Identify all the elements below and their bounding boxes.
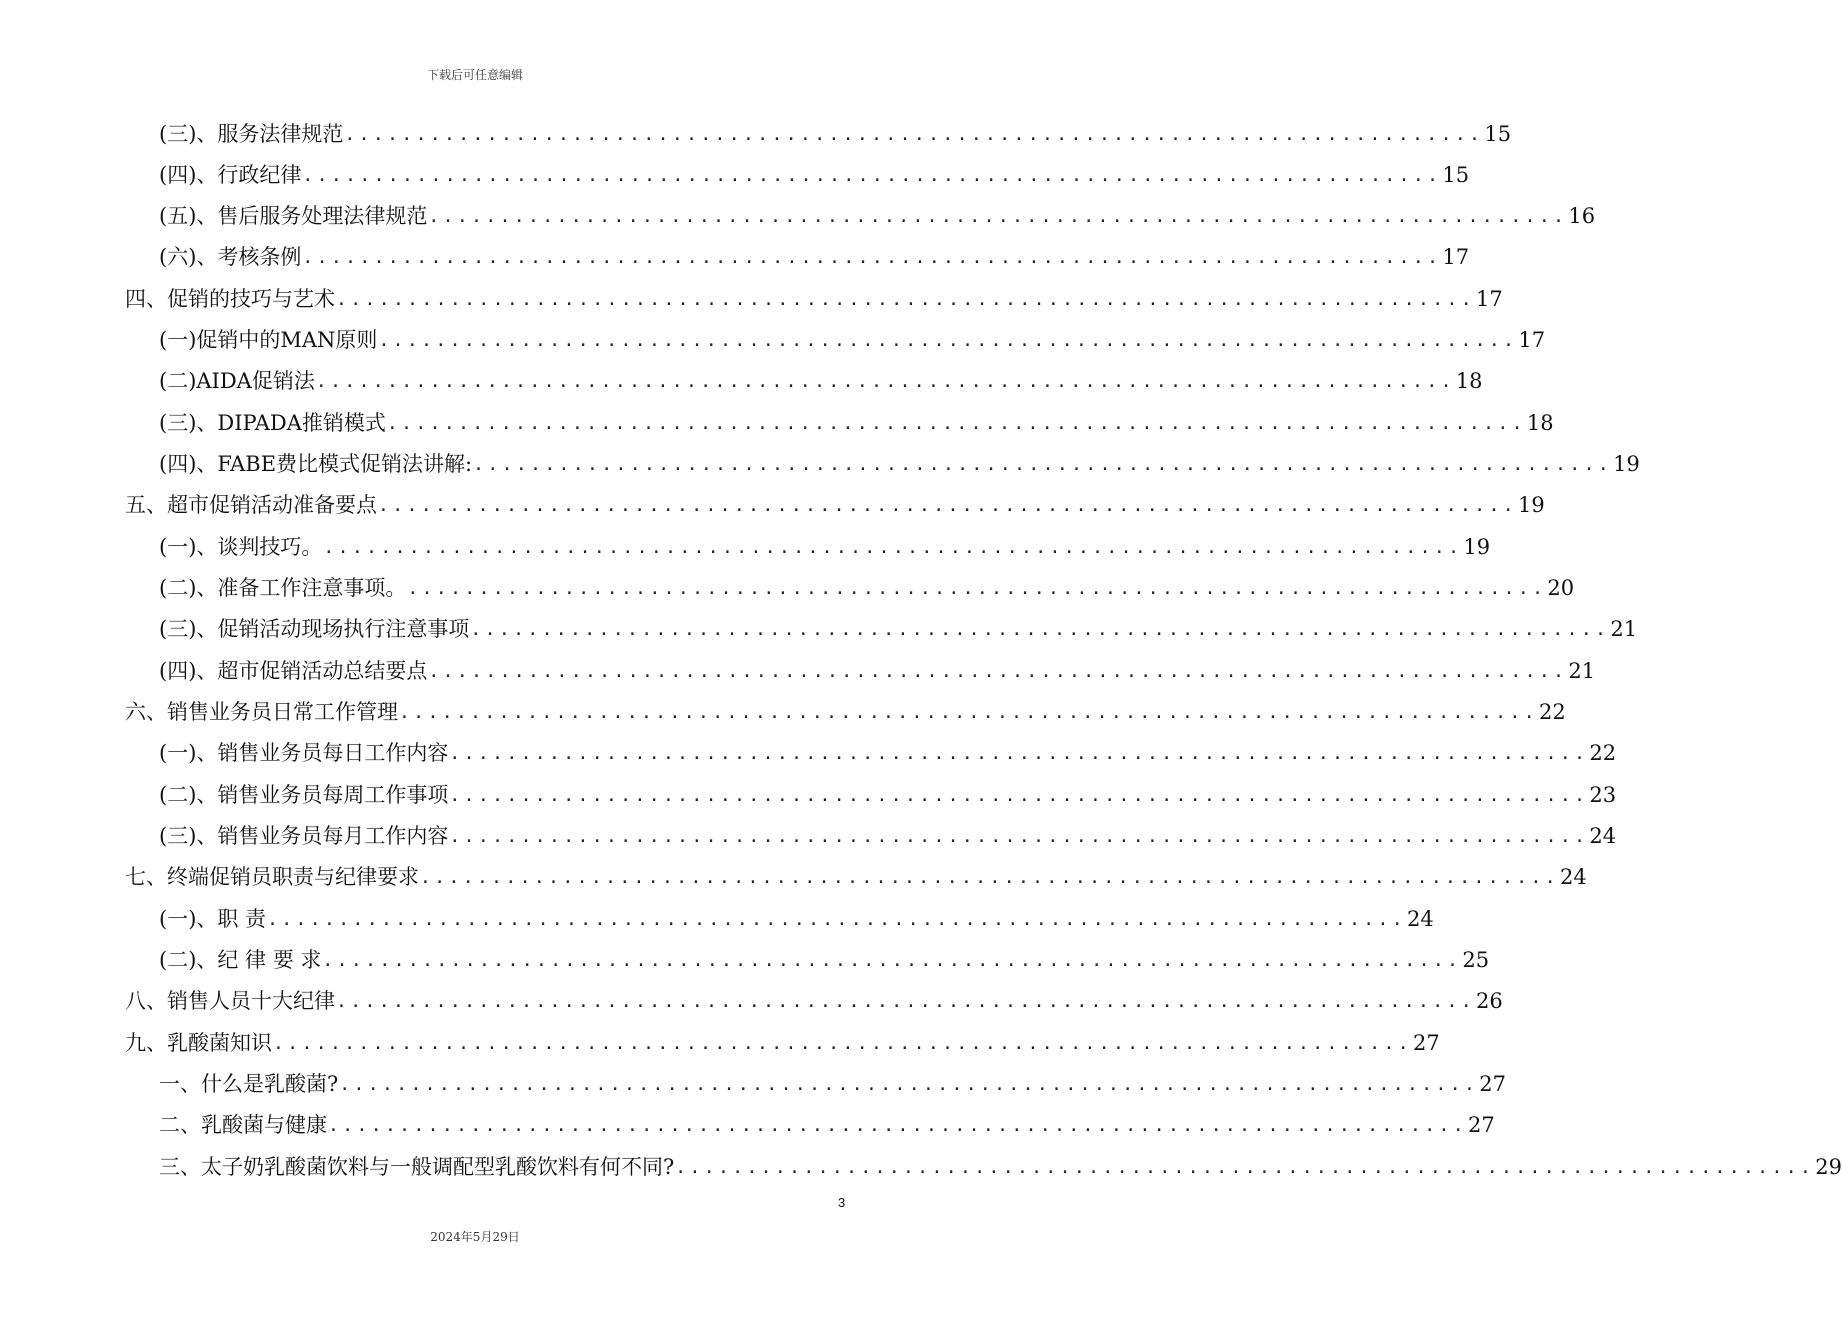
toc-leader-dots: ................................................................................ <box>449 785 1589 806</box>
toc-entry[interactable] <box>159 1064 1506 1105</box>
toc-entry-title: 一、什么是乳酸菌? <box>159 1072 339 1096</box>
toc-entry-page: 15 <box>1442 163 1470 187</box>
toc-leader-dots: ................................................................................ <box>428 206 1568 227</box>
toc-entry[interactable] <box>159 1105 1495 1146</box>
toc-leader-dots: ................................................................................ <box>323 537 1463 558</box>
toc-entry[interactable] <box>125 279 1503 320</box>
toc-leader-dots: ................................................................................ <box>449 826 1589 847</box>
toc-entry[interactable] <box>159 609 1638 650</box>
toc-entry-title: 五、超市促销活动准备要点 <box>125 493 377 517</box>
toc-entry[interactable] <box>159 899 1434 940</box>
toc-entry[interactable] <box>159 444 1640 485</box>
toc-leader-dots: ................................................................................ <box>420 867 1559 888</box>
toc-leader-dots: ................................................................................ <box>399 702 1538 723</box>
toc-leader-dots: ................................................................................ <box>328 1115 1467 1136</box>
toc-entry-page: 19 <box>1517 493 1545 517</box>
toc-entry-title: (二)AIDA促销法 <box>159 369 315 393</box>
toc-leader-dots: ................................................................................ <box>302 165 1442 186</box>
page-number: 3 <box>838 1195 846 1210</box>
toc-entry-page: 29 <box>1815 1155 1842 1179</box>
toc-leader-dots: ................................................................................ <box>470 619 1610 640</box>
toc-entry[interactable] <box>159 940 1490 981</box>
toc-entry-title: (一)、谈判技巧。 <box>159 535 323 559</box>
toc-entry[interactable] <box>159 816 1617 857</box>
toc-entry-page: 16 <box>1568 204 1596 228</box>
toc-entry-page: 27 <box>1467 1113 1495 1137</box>
toc-entry-title: (三)、DIPADA推销模式 <box>159 411 386 435</box>
toc-leader-dots: ................................................................................ <box>378 495 1517 516</box>
toc-leader-dots: ................................................................................ <box>302 247 1442 268</box>
toc-entry-page: 24 <box>1559 865 1587 889</box>
toc-leader-dots: ................................................................................ <box>344 124 1484 145</box>
toc-entry-page: 21 <box>1568 659 1596 683</box>
toc-leader-dots: ................................................................................ <box>267 909 1407 930</box>
toc-entry-title: 六、销售业务员日常工作管理 <box>125 700 398 724</box>
toc-entry-page: 19 <box>1463 535 1491 559</box>
toc-entry-page: 19 <box>1613 452 1640 476</box>
toc-entry-page: 24 <box>1589 824 1617 848</box>
toc-entry[interactable] <box>159 527 1491 568</box>
toc-entry-title: (一)、职 责 <box>159 907 267 931</box>
toc-entry[interactable] <box>159 733 1617 774</box>
toc-entry[interactable] <box>159 320 1546 361</box>
page-footer-date: 2024年5月29日 <box>430 1230 520 1244</box>
toc-entry-page: 20 <box>1547 576 1575 600</box>
toc-entry[interactable] <box>159 196 1596 237</box>
toc-entry-page: 17 <box>1475 287 1503 311</box>
toc-entry-title: 三、太子奶乳酸菌饮料与一般调配型乳酸饮料有何不同? <box>159 1155 675 1179</box>
toc-entry[interactable] <box>159 775 1617 816</box>
toc-entry[interactable] <box>159 568 1575 609</box>
toc-entry-page: 22 <box>1538 700 1566 724</box>
toc-entry-page: 27 <box>1479 1072 1506 1096</box>
toc-entry-page: 25 <box>1462 948 1490 972</box>
toc-entry[interactable] <box>125 981 1503 1022</box>
toc-leader-dots: ................................................................................ <box>273 1033 1412 1054</box>
toc-entry-title: (二)、销售业务员每周工作事项 <box>159 783 449 807</box>
toc-entry-title: (四)、超市促销活动总结要点 <box>159 659 428 683</box>
toc-entry-title: (三)、促销活动现场执行注意事项 <box>159 617 470 641</box>
toc-entry[interactable] <box>159 1147 1842 1188</box>
toc-entry-title: (二)、纪 律 要 求 <box>159 948 322 972</box>
toc-entry-title: (四)、FABE费比模式促销法讲解: <box>159 452 473 476</box>
toc-entry[interactable] <box>159 361 1483 402</box>
toc-entry-page: 17 <box>1518 328 1546 352</box>
toc-entry-title: 八、销售人员十大纪律 <box>125 989 335 1013</box>
toc-leader-dots: ................................................................................ <box>386 413 1526 434</box>
toc-leader-dots: ................................................................................ <box>378 330 1518 351</box>
toc-entry-title: (五)、售后服务处理法律规范 <box>159 204 428 228</box>
toc-entry[interactable] <box>159 114 1512 155</box>
toc-entry-page: 23 <box>1589 783 1617 807</box>
page-header: 下载后可任意编辑 <box>426 68 523 82</box>
toc-entry-page: 15 <box>1484 122 1512 146</box>
toc-entry-page: 18 <box>1455 369 1483 393</box>
toc-entry-page: 21 <box>1610 617 1638 641</box>
toc-entry-title: 七、终端促销员职责与纪律要求 <box>125 865 419 889</box>
toc-leader-dots: ................................................................................ <box>675 1157 1815 1178</box>
toc-entry-title: 四、促销的技巧与艺术 <box>125 287 335 311</box>
toc-entry[interactable] <box>159 403 1554 444</box>
toc-entry-page: 27 <box>1412 1031 1440 1055</box>
toc-entry-page: 22 <box>1589 741 1617 765</box>
toc-entry-page: 26 <box>1475 989 1503 1013</box>
toc-entry[interactable] <box>125 485 1545 526</box>
toc-leader-dots: ................................................................................ <box>428 661 1568 682</box>
toc-entry-title: (三)、服务法律规范 <box>159 122 344 146</box>
toc-entry[interactable] <box>159 651 1596 692</box>
toc-leader-dots: ................................................................................ <box>449 743 1589 764</box>
toc-entry-title: (一)促销中的MAN原则 <box>159 328 378 352</box>
toc-entry-title: (六)、考核条例 <box>159 245 302 269</box>
toc-leader-dots: ................................................................................ <box>336 991 1475 1012</box>
toc-entry[interactable] <box>125 692 1566 733</box>
toc-entry[interactable] <box>125 1023 1440 1064</box>
toc-entry[interactable] <box>159 237 1470 278</box>
toc-leader-dots: ................................................................................ <box>322 950 1462 971</box>
toc-entry[interactable] <box>125 857 1587 898</box>
toc-leader-dots: ................................................................................ <box>336 289 1475 310</box>
toc-entry-title: (一)、销售业务员每日工作内容 <box>159 741 449 765</box>
toc-entry-title: (二)、准备工作注意事项。 <box>159 576 407 600</box>
toc-entry-page: 24 <box>1407 907 1434 931</box>
toc-entry-page: 18 <box>1526 411 1554 435</box>
toc-leader-dots: ................................................................................ <box>473 454 1613 475</box>
toc-entry-title: 九、乳酸菌知识 <box>125 1031 272 1055</box>
toc-leader-dots: ................................................................................ <box>315 371 1455 392</box>
toc-entry-title: 二、乳酸菌与健康 <box>159 1113 327 1137</box>
toc-leader-dots: ................................................................................ <box>407 578 1547 599</box>
toc-leader-dots: ................................................................................ <box>339 1074 1479 1095</box>
toc-entry-page: 17 <box>1442 245 1470 269</box>
toc-entry[interactable] <box>159 155 1470 196</box>
toc-entry-title: (四)、行政纪律 <box>159 163 302 187</box>
toc-entry-title: (三)、销售业务员每月工作内容 <box>159 824 449 848</box>
